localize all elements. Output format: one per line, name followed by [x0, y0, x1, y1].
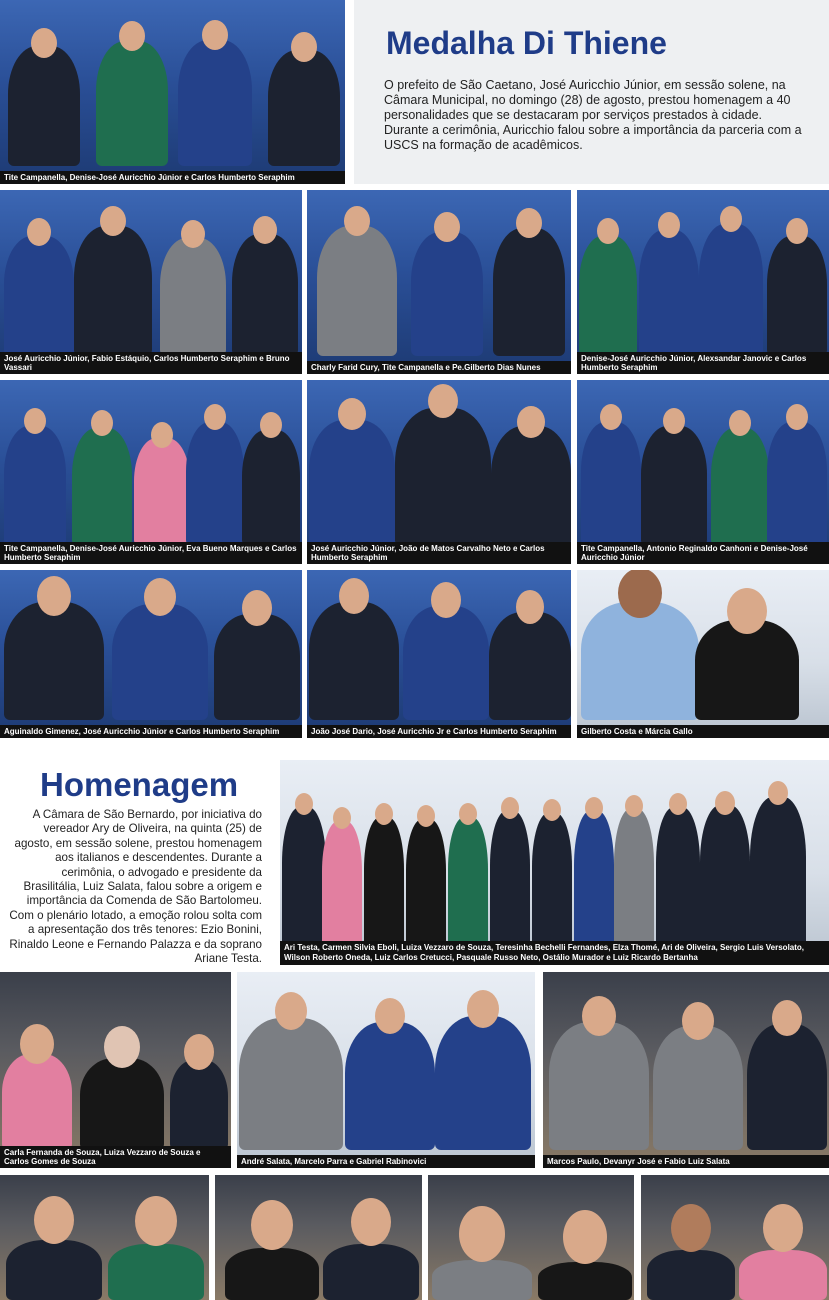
photo-caption: José Auricchio Júnior, João de Matos Carvalho Neto e Carlos Humberto Seraphim — [307, 542, 571, 564]
photo-row3-2 — [307, 380, 571, 564]
photo-homenagem-group — [280, 760, 829, 965]
photo-caption: Carla Fernanda de Souza, Luiza Vezzaro de Souza e Carlos Gomes de Souza — [0, 1146, 231, 1168]
homenagem-text-panel — [0, 760, 272, 965]
section-body-homenagem: A Câmara de São Bernardo, por iniciativa do vereador Ary de Oliveira, na quinta (25) de agosto, em sessão solene, prestou homenagem aos italianos e descendentes. Durante a cerimônia, o advogado e presidente da Brasilitália, Luiz Salata, falou sobre a origem e importância da Comenda de São Bartolomeu. Com o plenário lotado, a emoção rolou solta com a apresentação dos três tenores: Ezio Bonini, Rinaldo Leone e Fernando Palazza e da soprano Ariane Testa. — [9, 808, 262, 966]
photo-caption: Marcos Paulo, Devanyr José e Fabio Luiz Salata — [543, 1155, 829, 1168]
photo-caption: Ari Testa, Carmen Silvia Eboli, Luiza Vezzaro de Souza, Teresinha Bechelli Fernandes, Elza Thomé, Ari de Oliveira, Sergio Luis Versolato, Wilson Roberto Oneda, Luiz Carlos Cretucci, Pasquale Russo Neto, Ostálio Murador e Luiz Ricardo Bertanha — [280, 941, 829, 965]
photo-caption: Tite Campanella, Antonio Reginaldo Canhoni e Denise-José Auricchio Júnior — [577, 542, 829, 564]
photo-row2-3 — [577, 190, 829, 374]
photo-caption: João José Dario, José Auricchio Jr e Carlos Humberto Seraphim — [307, 725, 571, 738]
photo-row3-1 — [0, 380, 302, 564]
photo-homenagem-1 — [0, 972, 231, 1168]
photo-caption: Denise-José Auricchio Júnior, Alexsandar Janovic e Carlos Humberto Seraphim — [577, 352, 829, 374]
photo-row2-1 — [0, 190, 302, 374]
medalha-text-panel — [354, 0, 829, 184]
photo-homenagem-5 — [215, 1175, 422, 1300]
photo-homenagem-4 — [0, 1175, 209, 1300]
section-body-medalha: O prefeito de São Caetano, José Auricchio Júnior, em sessão solene, na Câmara Municipal, no domingo (28) de agosto, prestou homenagem a 40 personalidades que se destacaram por serviços prestados à cidade. Durante a cerimônia, Auricchio falou sobre a importância da parceria com a USCS na formação de acadêmicos. — [384, 78, 802, 152]
photo-homenagem-3 — [543, 972, 829, 1168]
photo-caption: José Auricchio Júnior, Fabio Estáquio, Carlos Humberto Seraphim e Bruno Vassari — [0, 352, 302, 374]
photo-row3-3 — [577, 380, 829, 564]
photo-caption: Charly Farid Cury, Tite Campanella e Pe.Gilberto Dias Nunes — [307, 361, 571, 374]
section-title-homenagem: Homenagem — [40, 766, 239, 803]
photo-caption: Tite Campanella, Denise-José Auricchio Júnior, Eva Bueno Marques e Carlos Humberto Seraphim — [0, 542, 302, 564]
photo-row4-2 — [307, 570, 571, 738]
photo-caption: André Salata, Marcelo Parra e Gabriel Rabinovici — [237, 1155, 535, 1168]
photo-homenagem-6 — [428, 1175, 634, 1300]
photo-row4-1 — [0, 570, 302, 738]
photo-homenagem-7 — [641, 1175, 829, 1300]
photo-caption: Tite Campanella, Denise-José Auricchio Júnior e Carlos Humberto Seraphim — [0, 171, 345, 184]
section-title-medalha: Medalha Di Thiene — [386, 25, 667, 61]
photo-row4-3 — [577, 570, 829, 738]
photo-medalha-main — [0, 0, 345, 184]
photo-caption: Aguinaldo Gimenez, José Auricchio Júnior e Carlos Humberto Seraphim — [0, 725, 302, 738]
photo-caption: Gilberto Costa e Márcia Gallo — [577, 725, 829, 738]
photo-row2-2 — [307, 190, 571, 374]
photo-homenagem-2 — [237, 972, 535, 1168]
